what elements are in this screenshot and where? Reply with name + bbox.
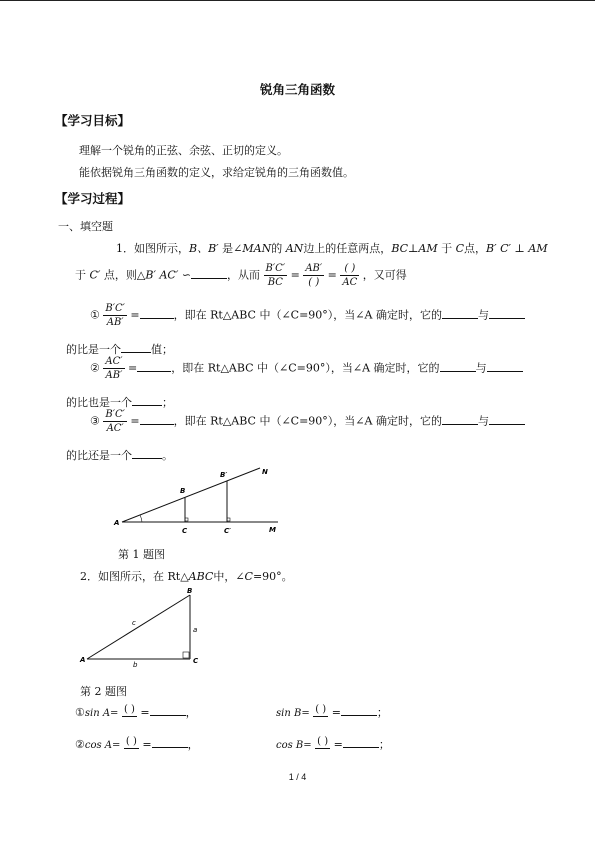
answer-blank[interactable]: [442, 308, 478, 319]
q1-text: 1．如图所示，: [116, 242, 189, 255]
equals-sign: =: [128, 361, 138, 375]
page-title: 锐角三角函数: [259, 82, 335, 97]
q1-text: 的: [271, 242, 283, 255]
fraction-numerator: B′C′: [265, 263, 286, 274]
q1-text: C: [455, 242, 465, 255]
q1-text: AN: [285, 242, 304, 255]
answer-blank[interactable]: [140, 414, 174, 425]
answer-blank[interactable]: [487, 361, 523, 372]
row-end: ；: [378, 738, 390, 751]
answer-blank[interactable]: [140, 308, 174, 319]
process-heading: 【学习过程】: [55, 191, 131, 206]
q1-text: 于: [441, 242, 453, 255]
answer-blank[interactable]: [440, 361, 476, 372]
item-text: 的比是一个: [66, 343, 121, 356]
fraction-numerator: ( ): [125, 736, 137, 747]
equals-sign: =: [142, 738, 152, 751]
q1-item-2: [90, 355, 523, 382]
q1-text: AM: [418, 242, 438, 255]
fraction: [340, 262, 359, 289]
fraction-numerator: AB′: [305, 263, 323, 274]
fraction: [103, 408, 127, 435]
q1-text: B、B′: [189, 242, 219, 255]
item-text: 值；: [151, 343, 173, 356]
item-text: ，即在 Rt△ABC 中（∠C=90°），当∠A 确定时，它的: [171, 361, 440, 375]
q1-text: ，又可得: [362, 268, 407, 282]
q1-text: 点，则△: [103, 268, 146, 282]
item-mark: ③: [90, 414, 100, 428]
fraction-denominator: [122, 717, 137, 723]
item-text: 与: [475, 361, 487, 375]
item-text: 。: [162, 449, 173, 462]
fraction-denominator: [124, 749, 139, 755]
ray-an: [122, 468, 260, 522]
q1-text: ，从而: [227, 268, 261, 282]
goal-1: 理解一个锐角的正弦、余弦、正切的定义。: [79, 144, 288, 157]
figure-2-caption: 第 2 题图: [80, 685, 127, 698]
fraction: [313, 703, 328, 723]
row-end: ；: [376, 706, 388, 719]
fraction-numerator: B′C′: [105, 409, 125, 420]
q1-text: AM: [528, 242, 548, 255]
fraction-denominator: AB′: [106, 317, 124, 328]
fraction-numerator: ( ): [340, 262, 359, 276]
equals-sign: =: [331, 706, 341, 719]
fraction-numerator: B′C′: [105, 303, 125, 314]
item-text: 的比还是一个: [66, 449, 132, 462]
fraction-denominator: AC′: [106, 423, 124, 434]
item-text: ；: [162, 396, 173, 409]
fraction-denominator: AB′: [105, 370, 123, 381]
header-rule: [0, 0, 595, 1]
fraction-denominator: [313, 717, 328, 723]
trig-fn: cos B: [276, 740, 304, 751]
q1-line1: [116, 240, 548, 256]
q1-text: ⊥: [408, 242, 419, 255]
label-side-a: a: [193, 626, 198, 634]
q1-text: C′: [89, 268, 101, 282]
answer-blank[interactable]: [489, 414, 525, 425]
row-end: ，: [185, 706, 197, 719]
label-c-vertex: C: [193, 657, 199, 665]
q2-text-part: =90°。: [252, 570, 293, 583]
answer-blank[interactable]: [442, 414, 478, 425]
equals-sign: =: [130, 414, 140, 428]
label-b: B: [180, 487, 186, 495]
answer-blank[interactable]: [191, 268, 227, 279]
label-a: A: [114, 519, 120, 527]
q2-row-2: [75, 735, 199, 755]
q2-text-part: C: [244, 570, 253, 583]
q2-row-1: [75, 703, 197, 723]
fraction: [103, 302, 127, 329]
answer-blank[interactable]: [152, 737, 188, 748]
answer-blank[interactable]: [489, 308, 525, 319]
equals-sign: =: [290, 268, 300, 282]
side-c: [87, 595, 190, 659]
label-side-c: c: [132, 619, 136, 627]
section-title: 一、填空题: [58, 220, 113, 233]
answer-blank[interactable]: [132, 448, 162, 459]
label-b-vertex: B: [187, 587, 193, 595]
equals-sign: =: [327, 268, 337, 282]
fraction: [303, 262, 324, 289]
answer-blank[interactable]: [137, 361, 171, 372]
q1-text: B′ C′ ⊥: [486, 242, 525, 255]
label-c-prime: C′: [224, 527, 231, 535]
fraction-numerator: ( ): [123, 704, 135, 715]
item-mark: ②: [90, 361, 100, 375]
fraction-denominator: AC: [342, 277, 358, 288]
answer-blank[interactable]: [341, 705, 377, 716]
fraction: [124, 735, 139, 755]
q2-text: [80, 568, 293, 584]
q1-text: 边上的任意两点，: [303, 242, 392, 255]
fraction-denominator: BC: [267, 277, 283, 288]
item-text: ，即在 Rt△ABC 中（∠C=90°），当∠A 确定时，它的: [173, 414, 442, 428]
fraction-numerator: ( ): [315, 704, 327, 715]
fraction-numerator: AC′: [105, 356, 123, 367]
q2-text-part: 2．如图所示，在 Rt△: [80, 570, 189, 583]
trig-fn: cos A: [84, 740, 113, 751]
row-end: ，: [187, 738, 199, 751]
row-mark: ①: [75, 706, 85, 719]
fraction: [315, 735, 330, 755]
equals-sign: =: [110, 708, 119, 719]
q2-row-2-right: [276, 735, 390, 755]
fraction-numerator: ( ): [317, 736, 329, 747]
fraction-denominator: ( ): [308, 277, 320, 288]
q1-text: 点，: [464, 242, 487, 255]
right-angle-mark: [183, 652, 189, 658]
fraction: [122, 703, 137, 723]
label-a-vertex: A: [80, 656, 86, 664]
equals-sign: =: [333, 738, 343, 751]
q1-text: ∽: [181, 268, 192, 282]
q1-item-1: [90, 302, 525, 329]
figure-1-caption: 第 1 题图: [118, 548, 165, 561]
answer-blank[interactable]: [132, 395, 162, 406]
fraction-denominator: [315, 749, 330, 755]
equals-sign: =: [301, 708, 310, 719]
answer-blank[interactable]: [343, 737, 379, 748]
q1-text: 于: [75, 268, 86, 282]
fraction: [103, 355, 124, 382]
item-text: ，即在 Rt△ABC 中（∠C=90°），当∠A 确定时，它的: [173, 308, 442, 322]
q2-text-part: ABC: [188, 570, 214, 583]
q1-text: B′ AC′: [145, 268, 179, 282]
goal-2: 能依据锐角三角函数的定义，求给定锐角的三角函数值。: [79, 166, 354, 179]
answer-blank[interactable]: [150, 705, 186, 716]
fraction: [264, 262, 288, 289]
label-side-b: b: [133, 661, 138, 669]
equals-sign: =: [112, 740, 121, 751]
label-n: N: [262, 468, 268, 476]
q1-item-3-tail: [66, 447, 173, 463]
label-b-prime: B′: [220, 471, 228, 479]
figure-1: [110, 462, 290, 537]
item-text: 的比也是一个: [66, 396, 132, 409]
q1-text: MAN: [242, 242, 272, 255]
goals-heading: 【学习目标】: [55, 113, 131, 128]
answer-blank[interactable]: [121, 342, 151, 353]
equals-sign: =: [303, 740, 312, 751]
q2-row-1-right: [276, 703, 388, 723]
label-m: M: [269, 526, 276, 534]
figure-2: [75, 585, 205, 670]
q1-line2: [75, 262, 407, 289]
item-mark: ①: [90, 308, 100, 322]
q1-text: BC: [391, 242, 409, 255]
label-c: C: [182, 527, 188, 535]
angle-arc: [140, 515, 142, 522]
equals-sign: =: [130, 308, 140, 322]
item-text: 与: [477, 414, 489, 428]
item-text: 与: [477, 308, 489, 322]
equals-sign: =: [140, 706, 150, 719]
q1-text: 是∠: [222, 242, 243, 255]
row-mark: ②: [75, 738, 85, 751]
q2-text-part: 中，∠: [213, 570, 245, 583]
trig-fn: sin B: [276, 708, 302, 719]
q1-item-3: [90, 408, 525, 435]
trig-fn: sin A: [84, 708, 111, 719]
page-number: 1 / 4: [288, 772, 307, 782]
